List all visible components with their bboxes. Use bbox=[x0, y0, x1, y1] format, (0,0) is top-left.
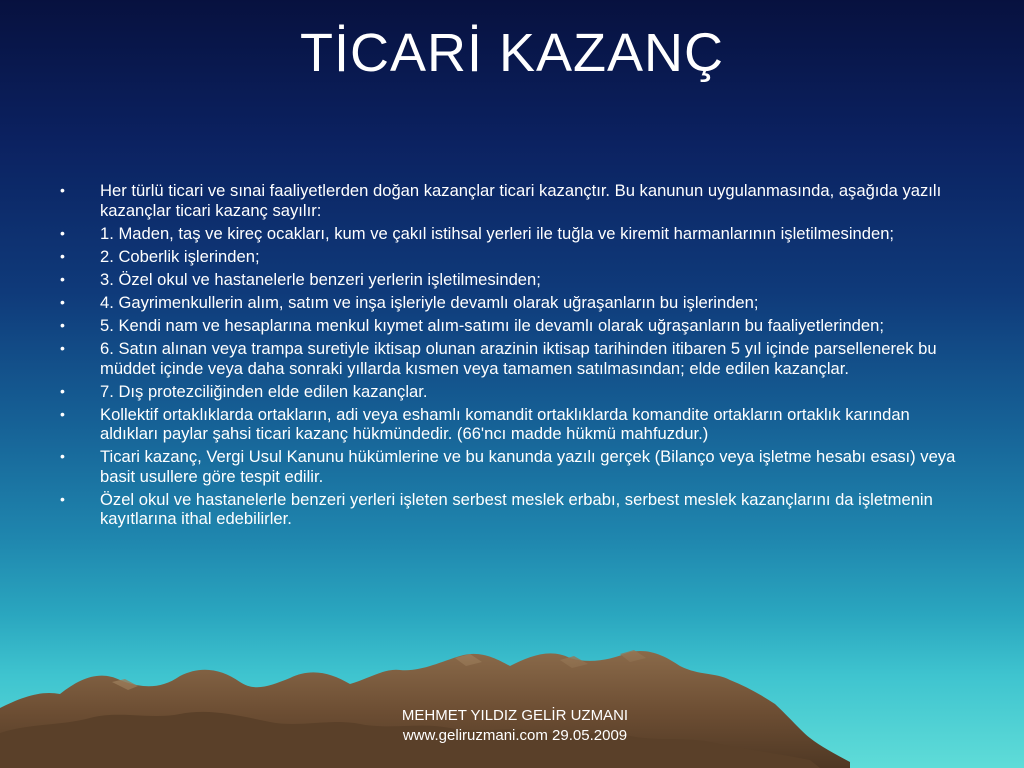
bullet-item bbox=[58, 224, 970, 244]
bullet-icon: • bbox=[60, 340, 65, 357]
bullet-item bbox=[58, 447, 970, 486]
bullet-item bbox=[58, 270, 970, 290]
bullet-icon: • bbox=[60, 224, 65, 241]
bullet-icon: • bbox=[60, 490, 65, 507]
slide-title: TİCARİ KAZANÇ bbox=[299, 23, 725, 83]
footer-author: MEHMET YILDIZ GELİR UZMANI bbox=[401, 707, 629, 724]
bullet-text: Her türlü ticari ve sınai faaliyetlerden doğan kazançlar ticari kazançtır. Bu kanunun uygulanmasında, aşağıda yazılı kazançlar ticari kazanç sayılır: bbox=[100, 181, 942, 220]
bullet-item bbox=[58, 181, 970, 220]
bullet-icon: • bbox=[60, 448, 65, 465]
bullet-item bbox=[58, 339, 970, 378]
bullet-icon: • bbox=[60, 182, 65, 198]
bullet-item bbox=[58, 490, 970, 529]
footer-website-date: www.geliruzmani.com 29.05.2009 bbox=[402, 727, 628, 744]
mountain-range-image bbox=[0, 638, 1024, 768]
slide-content bbox=[58, 181, 970, 533]
bullet-item bbox=[58, 405, 970, 444]
footer bbox=[370, 706, 660, 746]
bullet-icon: • bbox=[60, 270, 65, 287]
bullet-text: Özel okul ve hastanelerle benzeri yerleri işleten serbest meslek erbabı, serbest meslek kazançlarını da işletmenin kayıtlarına ithal edebilirler. bbox=[100, 489, 933, 529]
bullet-icon: • bbox=[60, 405, 65, 422]
bullet-icon: • bbox=[60, 293, 65, 310]
bullet-text: 4. Gayrimenkullerin alım, satım ve inşa işleriyle devamlı olarak uğraşanların bu işlerinden; bbox=[100, 292, 759, 312]
bullet-icon: • bbox=[60, 382, 65, 399]
bullet-text: 7. Dış protezciliğinden elde edilen kazançlar. bbox=[100, 381, 428, 401]
bullet-text: 1. Maden, taş ve kireç ocakları, kum ve çakıl istihsal yerleri ile tuğla ve kiremit harmanlarının işletilmesinden; bbox=[100, 223, 895, 243]
bullet-text: Kollektif ortaklıklarda ortakların, adi veya eshamlı komandit ortaklıklarda komandite ortakların ortaklık karından aldıkları paylar şahsi ticari kazanç hükmündedir. (66'ncı madde hükmü mahfuzdur.) bbox=[100, 404, 910, 444]
bullet-text: Ticari kazanç, Vergi Usul Kanunu hükümlerine ve bu kanunda yazılı gerçek (Bilanço veya işletme hesabı esası) veya basit usullere göre tespit edilir. bbox=[100, 447, 956, 486]
bullet-text: 5. Kendi nam ve hesaplarına menkul kıymet alım-satımı ile devamlı olarak uğraşanların bu faaliyetlerinden; bbox=[100, 315, 884, 335]
bullet-icon: • bbox=[60, 247, 65, 264]
bullet-item bbox=[58, 247, 970, 267]
bullet-text: 6. Satın alınan veya trampa suretiyle iktisap olunan arazinin iktisap tarihinden itibaren 5 yıl içinde parsellenerek bu müddet içinde veya daha sonraki yıllarda kısmen veya tamamen satılmasından; elde edilen kazançlar. bbox=[100, 339, 937, 378]
bullet-icon: • bbox=[60, 316, 65, 333]
bullet-text: 3. Özel okul ve hastanelerle benzeri yerlerin işletilmesinden; bbox=[100, 269, 541, 289]
bullet-text: 2. Coberlik işlerinden; bbox=[100, 246, 260, 266]
bullet-item bbox=[58, 382, 970, 402]
bullet-item bbox=[58, 316, 970, 336]
bullet-list bbox=[58, 181, 970, 529]
bullet-item bbox=[58, 293, 970, 313]
